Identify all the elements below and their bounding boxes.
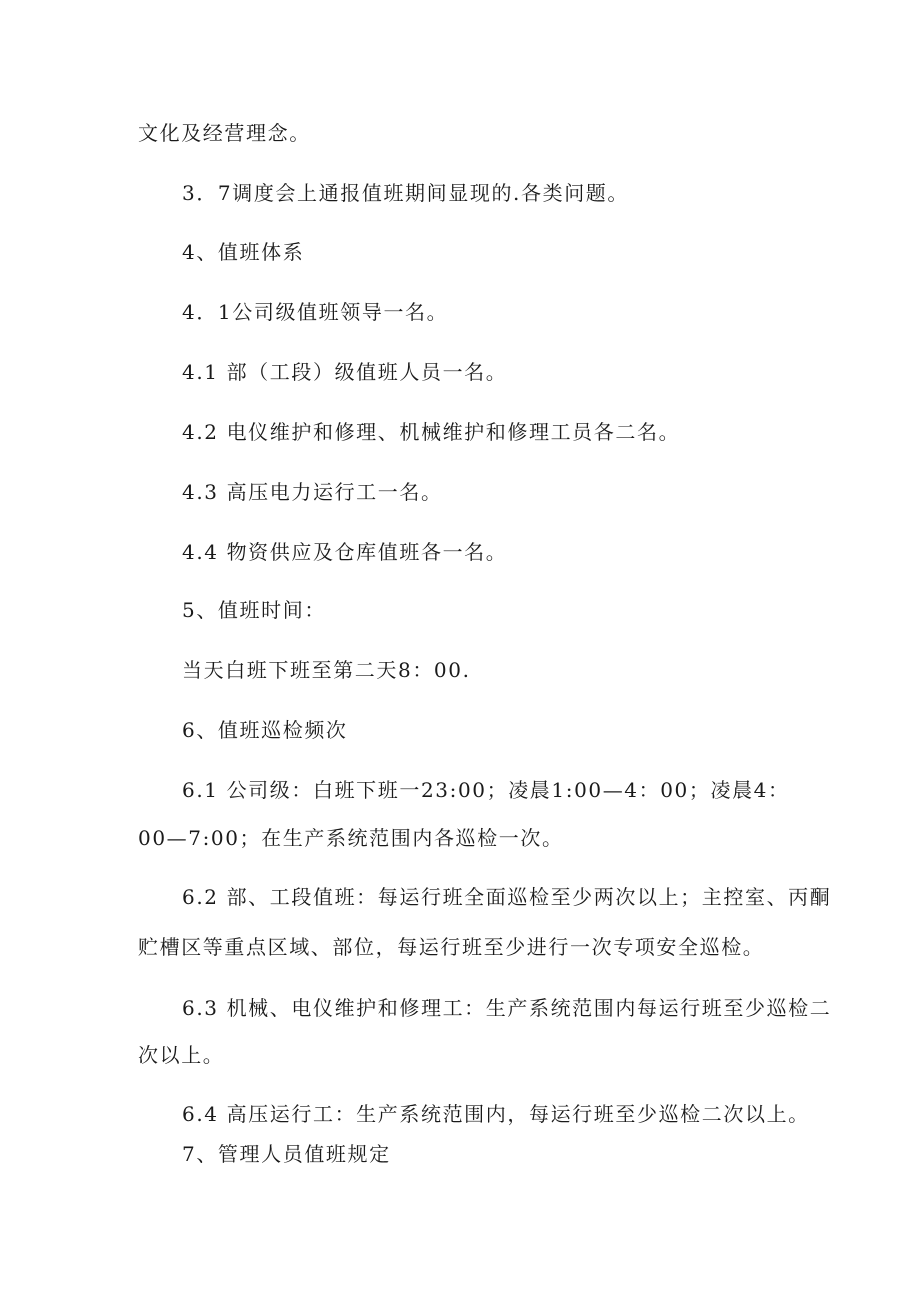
heading-duty-system: 4、值班体系 xyxy=(182,240,305,264)
text-line-6-1b: 00—7:00；在生产系统范围内各巡检一次。 xyxy=(138,826,564,850)
heading-inspection-frequency: 6、值班巡检频次 xyxy=(182,718,348,742)
text-line-6-2b: 贮槽区等重点区域、部位，每运行班至少进行一次专项安全巡检。 xyxy=(138,935,765,959)
text-line-6-1a: 6.1 公司级：白班下班一23:00；凌晨1:00—4：00；凌晨4： xyxy=(182,778,790,802)
text-line-duty-time: 当天白班下班至第二天8：00. xyxy=(182,658,471,682)
text-line-culture: 文化及经营理念。 xyxy=(138,121,311,145)
text-line-4-4: 4.4 物资供应及仓库值班各一名。 xyxy=(182,540,508,564)
text-line-4-3: 4.3 高压电力运行工一名。 xyxy=(182,480,443,504)
text-line-6-2a: 6.2 部、工段值班：每运行班全面巡检至少两次以上；主控室、丙酮 xyxy=(182,885,832,909)
text-line-6-3b: 次以上。 xyxy=(138,1043,225,1067)
text-line-4-1b: 4.1 部（工段）级值班人员一名。 xyxy=(182,360,508,384)
heading-management-duty-rules: 7、管理人员值班规定 xyxy=(182,1142,391,1166)
text-line-4-2: 4.2 电仪维护和修理、机械维护和修理工员各二名。 xyxy=(182,420,681,444)
text-line-4-1a: 4．1公司级值班领导一名。 xyxy=(182,300,449,324)
text-line-6-4: 6.4 高压运行工：生产系统范围内，每运行班至少巡检二次以上。 xyxy=(182,1102,810,1126)
text-line-6-3a: 6.3 机械、电仪维护和修理工：生产系统范围内每运行班至少巡检二 xyxy=(182,996,832,1020)
heading-duty-time: 5、值班时间： xyxy=(182,598,326,622)
text-line-3-7: 3．7调度会上通报值班期间显现的.各类问题。 xyxy=(182,181,630,205)
